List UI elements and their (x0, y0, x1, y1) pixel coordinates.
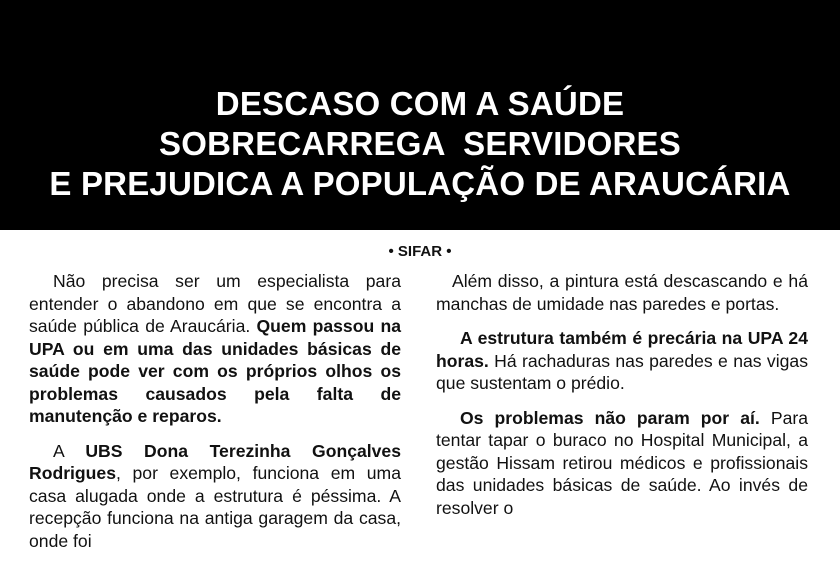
paragraph-text: A (53, 440, 86, 461)
paragraph-text: Para tentar tapar o buraco no Hospital Municipal, a gestão Hissam retirou médicos e profissionais das unidades básicas de saúde. Ao invés de resolver o (436, 407, 808, 518)
paragraph-bold-text: A estrutura também é precária na UPA 24 horas. (436, 328, 808, 371)
paragraph-bold-text: Quem passou na UPA ou em uma das unidades básicas de saúde pode ver com os próprios olhos os problemas causados pela falta de manutenção e reparos. (29, 316, 401, 426)
paragraph (29, 270, 401, 428)
paragraph-text: Não precisa ser um especialista para entender o abandono em que se encontra a saúde pública de Araucária. (29, 271, 401, 336)
article-headline (0, 84, 840, 204)
headline-line-3: E PREJUDICA A POPULAÇÃO DE ARAUCÁRIA (49, 165, 791, 202)
paragraph (29, 440, 401, 553)
paragraph-text: , por exemplo, funciona em uma casa alugada onde a estrutura é péssima. A recepção funciona na antiga garagem da casa, onde foi (29, 463, 401, 551)
headline-line-1: DESCASO COM A SAÚDE (215, 85, 625, 122)
paragraph-text: Além disso, a pintura está descascando e há manchas de umidade nas paredes e portas. (436, 271, 808, 314)
article-column-left (29, 270, 401, 564)
headline-banner (0, 0, 840, 230)
paragraph-bold-text: UBS Dona Terezinha Gonçalves Rodrigues (29, 440, 402, 483)
paragraph-bold-text: Os problemas não param por aí. (460, 407, 760, 428)
paragraph (436, 270, 808, 315)
article-column-right (436, 270, 808, 531)
paragraph-text: Há rachaduras nas paredes e nas vigas que sustentam o prédio. (436, 350, 808, 393)
paragraph (436, 327, 808, 395)
headline-line-2: SOBRECARREGA SERVIDORES (159, 125, 681, 162)
paragraph (436, 407, 808, 520)
byline: • SIFAR • (388, 243, 452, 260)
